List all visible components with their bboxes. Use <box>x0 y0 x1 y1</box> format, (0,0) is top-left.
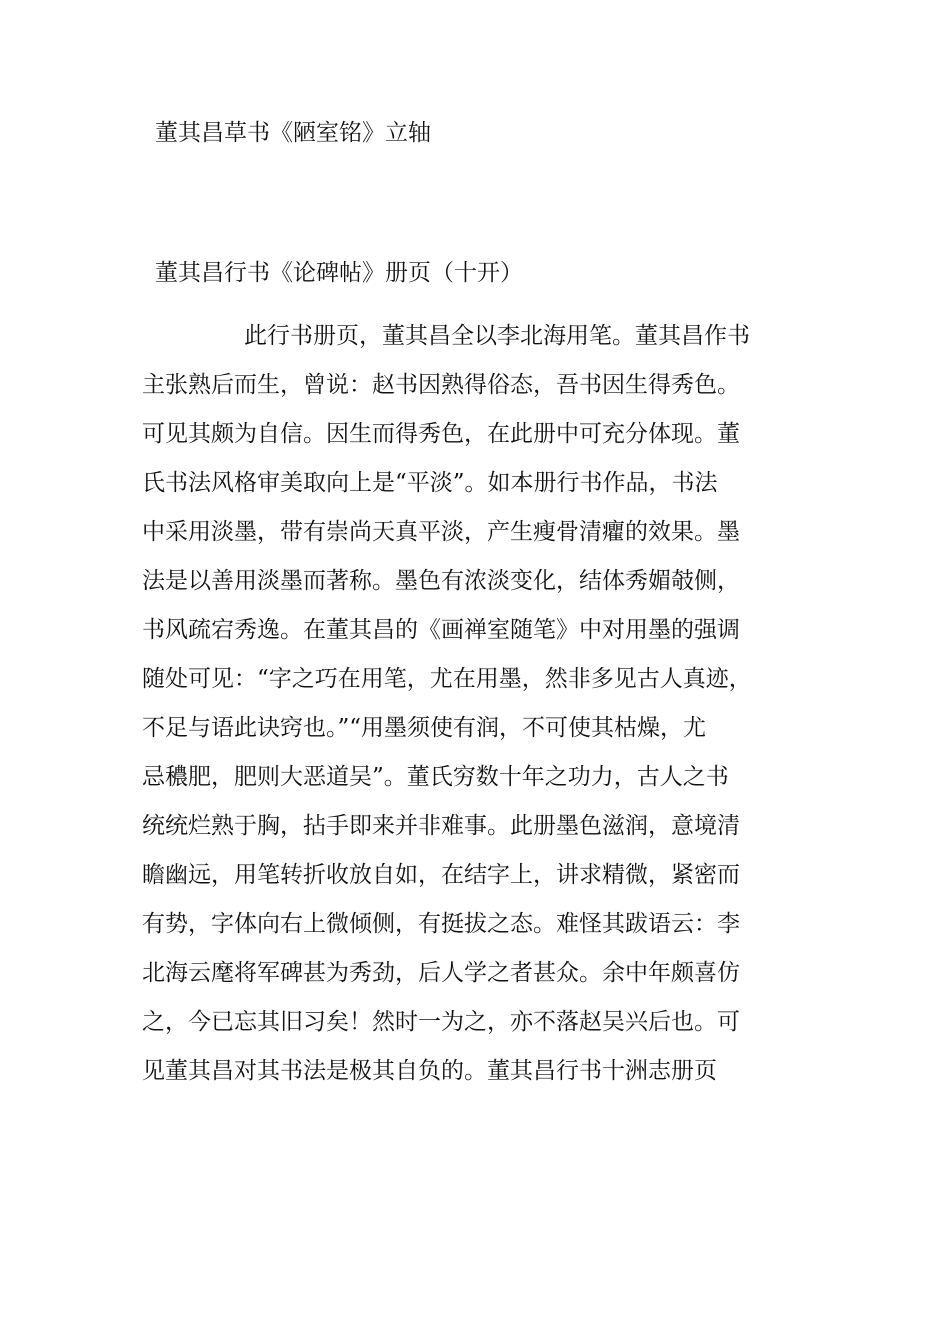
paragraph-line: 统统烂熟于胸，拈手即来并非难事。此册墨色滋润，意境清 <box>142 813 740 839</box>
paragraph-line: 随处可见：“字之巧在用笔，尤在用墨，然非多见古人真迹， <box>142 666 752 692</box>
paragraph-line: 可见其颇为自信。因生而得秀色，在此册中可充分体现。董 <box>142 421 740 447</box>
heading-dong-qichang-cursive-scroll: 董其昌草书《陋室铭》立轴 <box>155 120 431 146</box>
paragraph-line: 之，今已忘其旧习矣！然时一为之，亦不落赵吴兴后也。可 <box>142 1009 740 1035</box>
paragraph-line: 不足与语此诀窍也。”“用墨须使有润，不可使其枯燥，尤 <box>142 715 707 741</box>
paragraph-line: 见董其昌对其书法是极其自负的。董其昌行书十洲志册页 <box>142 1058 717 1084</box>
paragraph-line: 书风疏宕秀逸。在董其昌的《画禅室随笔》中对用墨的强调 <box>142 617 740 643</box>
paragraph-line: 法是以善用淡墨而著称。墨色有浓淡变化，结体秀媚攲侧， <box>142 568 740 594</box>
paragraph-line: 忌穠肥，肥则大恶道吴”。董氏穷数十年之功力，古人之书 <box>142 764 729 790</box>
paragraph-line: 中采用淡墨，带有崇尚天真平淡，产生瘦骨清癯的效果。墨 <box>142 519 740 545</box>
paragraph-line: 主张熟后而生，曾说：赵书因熟得俗态，吾书因生得秀色。 <box>142 372 740 398</box>
paragraph-line: 北海云麾将军碑甚为秀劲，后人学之者甚众。余中年颇喜仿 <box>142 960 740 986</box>
paragraph-line: 此行书册页，董其昌全以李北海用笔。董其昌作书 <box>244 323 750 349</box>
paragraph-line: 有势，字体向右上微倾侧，有挺拔之态。难怪其跋语云：李 <box>142 911 740 937</box>
paragraph-line: 氏书法风格审美取向上是“平淡”。如本册行书作品，书法 <box>142 470 718 496</box>
body-paragraph <box>142 312 842 1096</box>
paragraph-line: 瞻幽远，用笔转折收放自如，在结字上，讲求精微，紧密而 <box>142 862 740 888</box>
heading-dong-qichang-running-script-album: 董其昌行书《论碑帖》册页（十开） <box>155 260 523 286</box>
